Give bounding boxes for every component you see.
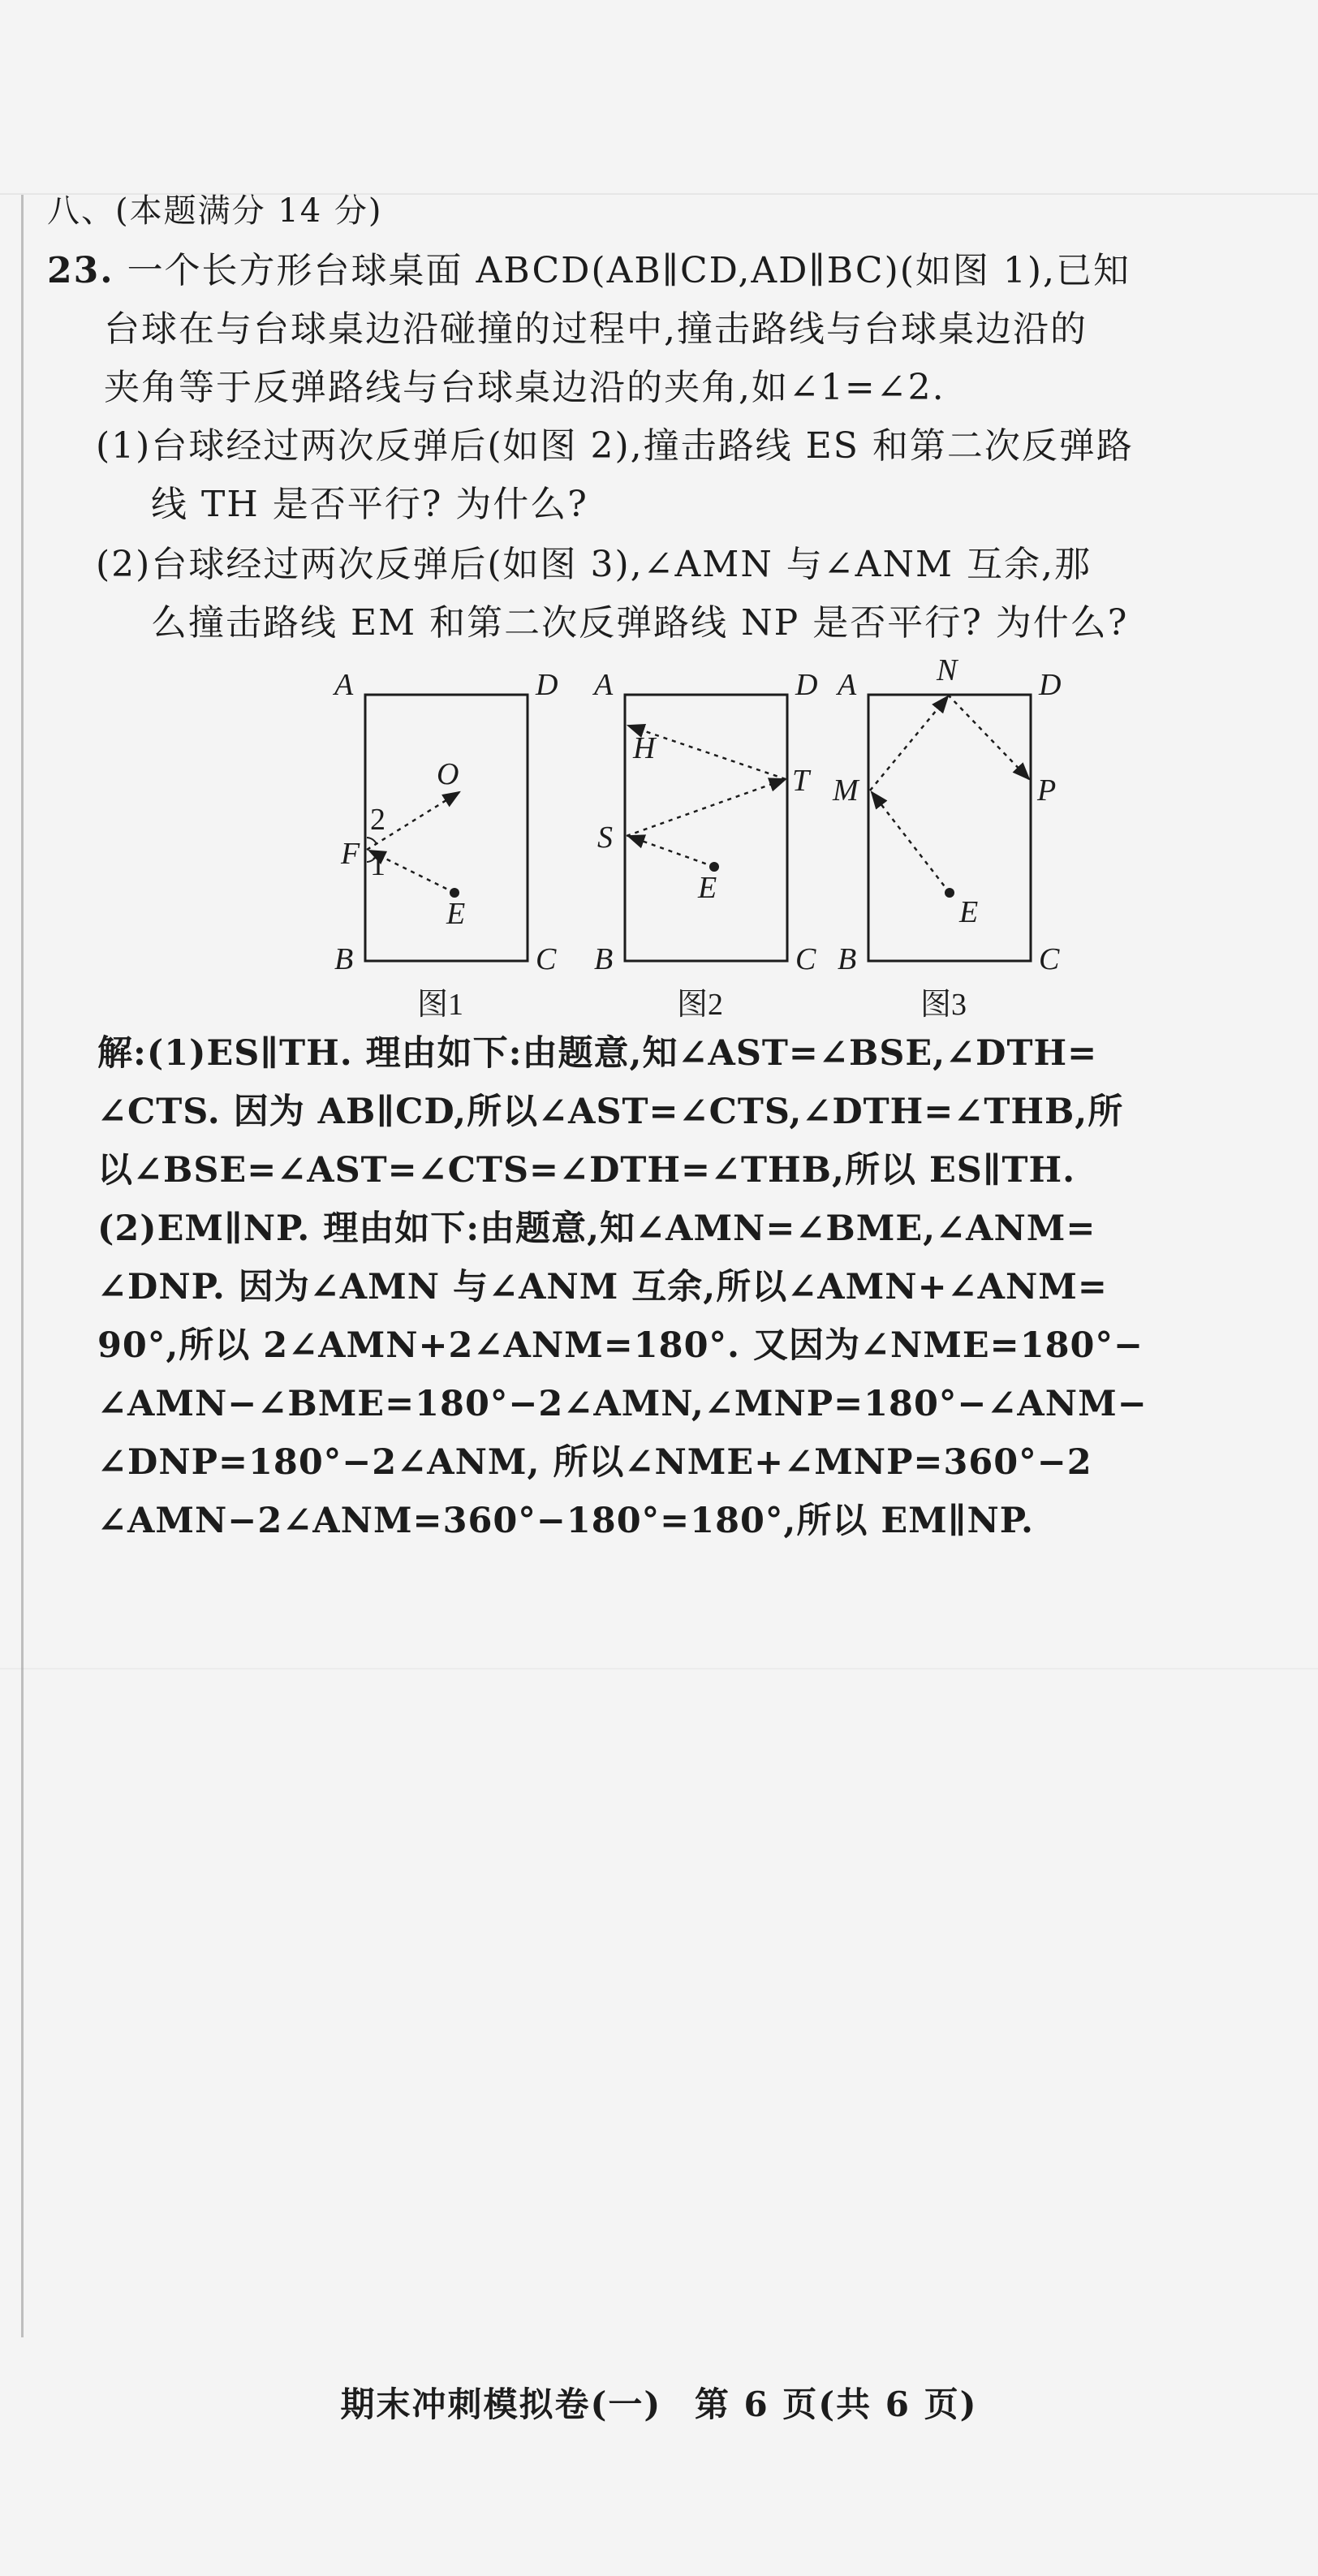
fig1-label-O: O	[437, 757, 459, 791]
billiard-figures	[317, 657, 1079, 1039]
fig1-label-A: A	[334, 668, 354, 702]
scan-divider-middle	[0, 1668, 1318, 1669]
fig2-path-E-to-S	[628, 836, 714, 867]
fig3-label-M: M	[833, 773, 859, 808]
fig1-caption: 图1	[417, 988, 464, 1022]
fig3-label-C: C	[1039, 942, 1060, 976]
fig1-angle-1-label: 1	[370, 848, 385, 882]
fig3-label-D: D	[1039, 668, 1062, 702]
footer-title: 期末冲刺模拟卷(一)	[340, 2384, 662, 2424]
fig3-label-P: P	[1037, 773, 1057, 808]
fig2-label-D: D	[795, 668, 818, 702]
fig2-label-E: E	[698, 871, 717, 905]
question-line-1	[47, 248, 1131, 294]
part2-line-1: (2)台球经过两次反弹后(如图 3),∠AMN 与∠ANM 互余,那	[96, 544, 1092, 585]
question-text-1: 一个长方形台球桌面 ABCD(AB∥CD,AD∥BC)(如图 1),已知	[127, 250, 1131, 291]
solution-line-1: 解:(1)ES∥TH. 理由如下:由题意,知∠AST=∠BSE,∠DTH=	[97, 1033, 1098, 1074]
fig3-path-M-to-N	[870, 696, 948, 790]
solution-line-7: ∠AMN−∠BME=180°−2∠AMN,∠MNP=180°−∠ANM−	[97, 1384, 1148, 1424]
part1-line-1: (1)台球经过两次反弹后(如图 2),撞击路线 ES 和第二次反弹路	[96, 425, 1134, 467]
fig3-path-N-to-P	[948, 695, 1029, 779]
fig3-path-E-to-M	[872, 792, 950, 893]
question-number: 23.	[47, 250, 114, 291]
solution-line-9: ∠AMN−2∠ANM=360°−180°=180°,所以 EM∥NP.	[97, 1501, 1034, 1541]
part2-line-2: 么撞击路线 EM 和第二次反弹路线 NP 是否平行? 为什么?	[151, 602, 1129, 644]
fig2-label-B: B	[594, 942, 614, 976]
fig1-label-E: E	[446, 897, 466, 931]
figure-1	[332, 668, 558, 1022]
figure-2	[592, 668, 817, 1022]
fig2-path-S-to-T	[627, 779, 786, 836]
solution-line-2: ∠CTS. 因为 AB∥CD,所以∠AST=∠CTS,∠DTH=∠THB,所	[97, 1092, 1124, 1132]
section-header: 八、(本题满分 14 分)	[47, 192, 383, 230]
fig3-label-B: B	[838, 942, 857, 976]
question-line-3: 夹角等于反弹路线与台球桌边沿的夹角,如∠1=∠2.	[104, 367, 945, 408]
fig2-label-H: H	[633, 731, 656, 765]
fig2-label-C: C	[795, 942, 816, 976]
solution-line-8: ∠DNP=180°−2∠ANM, 所以∠NME+∠MNP=360°−2	[97, 1442, 1092, 1483]
fig1-label-C: C	[536, 942, 557, 976]
fig3-caption: 图3	[920, 988, 967, 1022]
figure-3	[832, 657, 1061, 1022]
fig1-label-F: F	[341, 837, 360, 871]
fig1-label-D: D	[536, 668, 558, 702]
fig3-label-A: A	[838, 668, 857, 702]
solution-line-5: ∠DNP. 因为∠AMN 与∠ANM 互余,所以∠AMN+∠ANM=	[97, 1267, 1108, 1307]
solution-line-6: 90°,所以 2∠AMN+2∠ANM=180°. 又因为∠NME=180°−	[97, 1325, 1144, 1366]
question-line-2: 台球在与台球桌边沿碰撞的过程中,撞击路线与台球桌边沿的	[104, 308, 1088, 350]
fig1-angle-2-arc	[367, 838, 377, 844]
fig2-label-T: T	[792, 764, 810, 798]
fig2-label-S: S	[597, 821, 613, 855]
fig3-table-rect	[868, 695, 1031, 961]
fig3-label-E: E	[959, 895, 979, 929]
solution-line-3: 以∠BSE=∠AST=∠CTS=∠DTH=∠THB,所以 ES∥TH.	[97, 1150, 1076, 1191]
footer-page-number: 第 6 页(共 6 页)	[694, 2384, 978, 2424]
solution-line-4: (2)EM∥NP. 理由如下:由题意,知∠AMN=∠BME,∠ANM=	[97, 1208, 1096, 1249]
page-footer	[0, 2378, 1318, 2427]
part1-line-2: 线 TH 是否平行? 为什么?	[151, 484, 588, 525]
fig3-label-N: N	[937, 657, 958, 687]
fig1-angle-2-label: 2	[370, 803, 385, 837]
fig2-label-A: A	[594, 668, 614, 702]
fig3-ball-E	[945, 888, 954, 898]
left-margin-rule	[21, 195, 24, 2337]
fig2-caption: 图2	[677, 988, 724, 1022]
fig1-label-B: B	[334, 942, 354, 976]
